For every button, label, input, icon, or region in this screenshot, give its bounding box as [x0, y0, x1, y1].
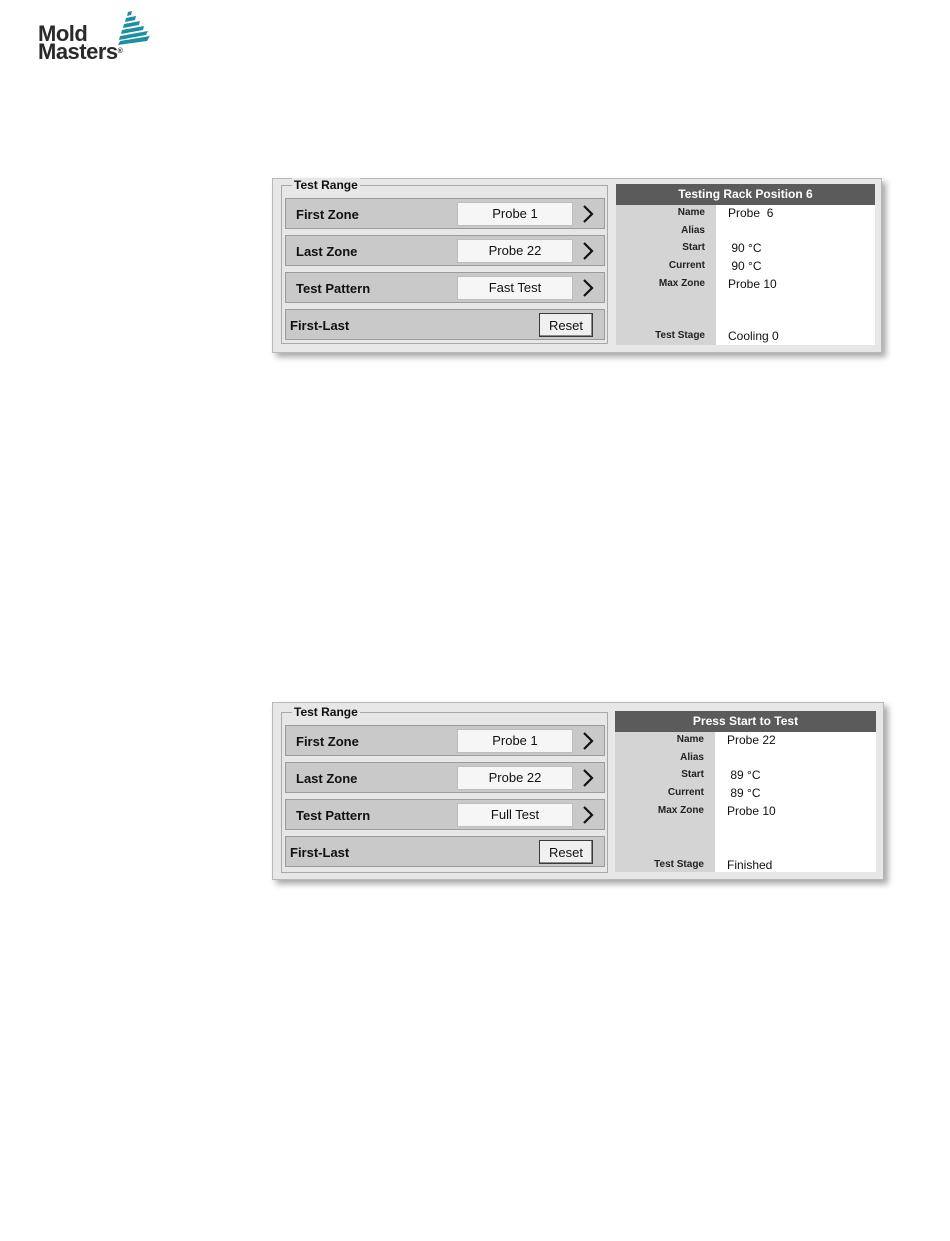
- info-row-alias: [616, 223, 875, 241]
- first-zone-label: First Zone: [296, 734, 359, 749]
- info-key: Alias: [681, 225, 705, 236]
- info-row-start: [615, 767, 876, 785]
- info-row-alias: [615, 750, 876, 768]
- first-zone-value[interactable]: Probe 1: [457, 202, 573, 226]
- rack-info-panel: [615, 711, 876, 872]
- info-row-name: [616, 205, 875, 223]
- reset-button[interactable]: Reset: [539, 840, 593, 864]
- info-key: Start: [681, 769, 704, 780]
- info-key: Test Stage: [654, 859, 704, 870]
- chevron-right-icon[interactable]: [580, 768, 596, 788]
- last-zone-label: Last Zone: [296, 244, 358, 259]
- chevron-right-icon[interactable]: [580, 204, 596, 224]
- test-range-legend: Test Range: [294, 705, 358, 719]
- info-key: Name: [676, 734, 704, 745]
- chevron-right-icon[interactable]: [580, 731, 596, 751]
- test-pattern-row[interactable]: [285, 799, 605, 830]
- info-value: 90 °C: [728, 241, 762, 255]
- logo-word-masters: Masters®: [38, 39, 123, 64]
- info-value: Probe 10: [728, 277, 777, 291]
- logo-word-mold: Mold: [38, 21, 88, 46]
- mold-masters-logo: [38, 10, 168, 64]
- last-zone-value[interactable]: Probe 22: [457, 239, 573, 263]
- first-zone-value[interactable]: Probe 1: [457, 729, 573, 753]
- info-key: Alias: [680, 752, 704, 763]
- panel-status-header: Testing Rack Position 6: [616, 184, 875, 205]
- test-pattern-value[interactable]: Fast Test: [457, 276, 573, 300]
- info-value: 89 °C: [727, 786, 761, 800]
- last-zone-label: Last Zone: [296, 771, 358, 786]
- info-key: Max Zone: [657, 805, 704, 816]
- info-key: Start: [682, 242, 705, 253]
- test-pattern-label: Test Pattern: [296, 808, 371, 823]
- rack-test-screen-2: [272, 702, 884, 880]
- info-row-start: [616, 240, 875, 258]
- last-zone-row[interactable]: [285, 235, 605, 266]
- info-value: Finished: [727, 858, 773, 872]
- last-zone-row[interactable]: [285, 762, 605, 793]
- info-value: Cooling 0: [728, 329, 779, 343]
- info-value: 89 °C: [727, 768, 761, 782]
- info-value: Probe 6: [728, 206, 774, 220]
- info-key: Name: [677, 207, 705, 218]
- test-range-group: [281, 178, 608, 344]
- info-value: Probe 10: [727, 804, 776, 818]
- info-key: Test Stage: [655, 330, 705, 341]
- chevron-right-icon[interactable]: [580, 241, 596, 261]
- info-row-test-stage: [616, 328, 875, 346]
- reset-button[interactable]: Reset: [539, 313, 593, 337]
- first-last-label: First-Last: [290, 318, 350, 333]
- fan-stripe-logo-icon: [118, 10, 158, 50]
- info-row-current: [615, 785, 876, 803]
- info-row-name: [615, 732, 876, 750]
- first-zone-row[interactable]: [285, 198, 605, 229]
- chevron-right-icon[interactable]: [580, 278, 596, 298]
- test-pattern-row[interactable]: [285, 272, 605, 303]
- info-key: Max Zone: [658, 278, 705, 289]
- panel-status-header: Press Start to Test: [615, 711, 876, 732]
- test-range-legend: Test Range: [294, 178, 358, 192]
- chevron-right-icon[interactable]: [580, 805, 596, 825]
- test-range-group: [281, 705, 608, 873]
- rack-info-panel: [616, 184, 875, 345]
- rack-test-screen-1: [272, 178, 882, 353]
- info-key: Current: [668, 260, 705, 271]
- test-pattern-value[interactable]: Full Test: [457, 803, 573, 827]
- info-row-max-zone: [616, 276, 875, 294]
- first-last-label: First-Last: [290, 845, 350, 860]
- info-value: Probe 22: [727, 733, 776, 747]
- info-value: 90 °C: [728, 259, 762, 273]
- first-zone-label: First Zone: [296, 207, 359, 222]
- info-key: Current: [667, 787, 704, 798]
- info-row-max-zone: [615, 803, 876, 821]
- logo-registered-mark: ®: [117, 48, 123, 55]
- first-last-row: [285, 836, 605, 867]
- first-zone-row[interactable]: [285, 725, 605, 756]
- test-pattern-label: Test Pattern: [296, 281, 371, 296]
- last-zone-value[interactable]: Probe 22: [457, 766, 573, 790]
- info-row-test-stage: [615, 857, 876, 875]
- info-row-current: [616, 258, 875, 276]
- first-last-row: [285, 309, 605, 340]
